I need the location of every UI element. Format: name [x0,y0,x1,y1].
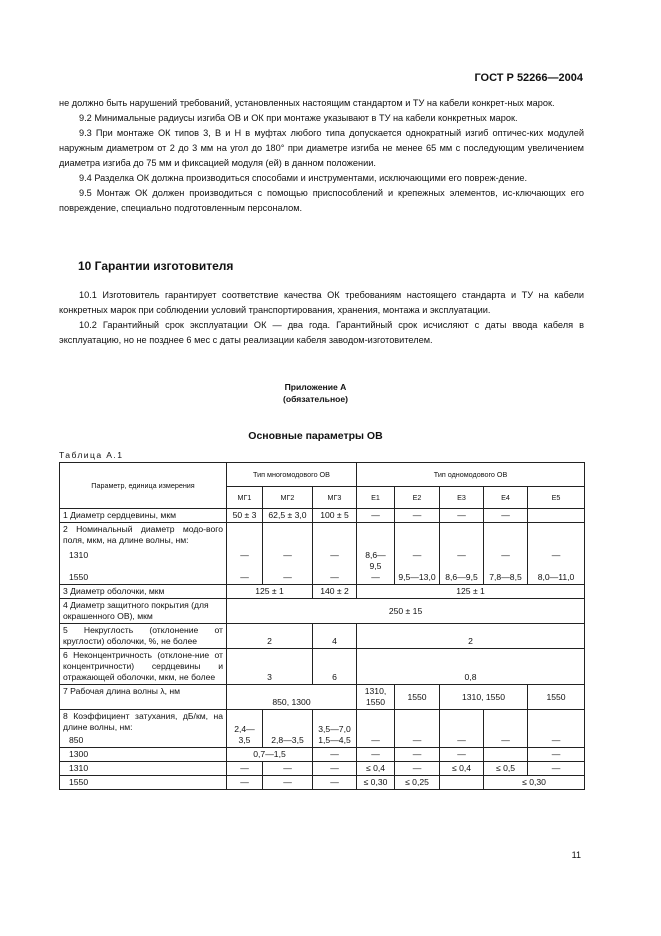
col-header: Е4 [484,487,528,509]
value: 8,6—9,5 [365,550,386,571]
value: — [412,550,422,560]
appendix-label: Приложение А [284,382,347,392]
table-cell: — [395,762,440,776]
table-cell: — [357,748,395,762]
table-cell: — [357,710,395,748]
value: — [551,550,561,560]
row-label-text: 2 Номинальный диаметр модо-вого поля, мкм, на длине волны, нм: [63,524,223,545]
table-cell: 62,5 ± 3,0 [263,509,313,523]
table-cell: 1310, 1550 [357,685,395,710]
table-cell: 850, 1300 [227,685,357,710]
body-text [59,96,584,216]
table-cell [484,523,528,585]
row-label: 3 Диаметр оболочки, мкм [60,585,227,599]
paragraph: 9.5 Монтаж ОК должен производиться с помощью приспособлений и крепежных элементов, ис-ключающих его повреждение, специально подготовленным персоналом. [59,188,584,213]
table-cell: 6 [313,649,357,685]
col-header: Е3 [440,487,484,509]
table-cell: — [227,762,263,776]
table-cell: 2 [227,624,313,649]
value: 8,0—11,0 [537,572,575,582]
col-header: Е5 [528,487,585,509]
value: — [371,572,380,582]
table-cell: — [263,776,313,790]
table-cell: 2,4—3,5 [227,710,263,748]
sub-label: 1310 [69,550,89,560]
paragraph: 10.1 Изготовитель гарантирует соответствие качества ОК требованиям настоящего стандарта и ТУ на кабели конкретных марок при соблюдении условий транспортирования, хранения, монтажа и эксплуатации. [59,290,584,315]
value: — [457,550,466,560]
table-cell: ≤ 0,4 [440,762,484,776]
header-multimode: Тип многомодового ОВ [227,463,357,487]
table-caption: Таблица А.1 [59,450,124,460]
row-label [60,523,227,585]
table-cell: — [528,762,585,776]
table-cell: — [263,762,313,776]
paragraph: 9.4 Разделка ОК должна производиться способами и инструментами, исключающими его повреж-дение. [79,173,527,183]
table-cell [440,776,484,790]
col-header: Е1 [357,487,395,509]
table-cell: ≤ 0,25 [395,776,440,790]
value: 8,6—9,5 [445,572,478,582]
table-cell: — [395,710,440,748]
section-title: 10 Гарантии изготовителя [78,259,234,273]
table-cell: — [395,748,440,762]
table-cell [357,523,395,585]
col-header: Е2 [395,487,440,509]
row-label: 7 Рабочая длина волны λ, нм [60,685,227,710]
sub-label: 1550 [69,572,89,582]
header-singlemode: Тип одномодового ОВ [357,463,585,487]
table-cell: — [395,509,440,523]
sub-label: 850 [69,735,84,745]
standard-header: ГОСТ Р 52266—2004 [474,72,583,84]
table-cell [528,509,585,523]
table-cell: — [227,776,263,790]
table-cell: 1310, 1550 [440,685,528,710]
appendix-title: Основные параметры ОВ [248,430,383,442]
table-cell: — [484,710,528,748]
value: 7,8—8,5 [489,572,522,582]
table-cell: — [440,710,484,748]
section-text [59,288,584,348]
table-cell: ≤ 0,30 [484,776,585,790]
table-cell: ≤ 0,30 [357,776,395,790]
table-cell: — [440,509,484,523]
value: — [283,550,292,560]
col-header: МГ2 [263,487,313,509]
table-cell: 100 ± 5 [313,509,357,523]
table-cell: 1550 [528,685,585,710]
value: — [330,572,339,582]
table-cell: — [313,748,357,762]
table-cell [263,523,313,585]
table-cell: 125 ± 1 [227,585,313,599]
row-label [60,710,227,748]
table-cell [227,523,263,585]
table-cell: — [528,748,585,762]
table-cell: 250 ± 15 [227,599,585,624]
table-cell: ≤ 0,5 [484,762,528,776]
table-cell: 50 ± 3 [227,509,263,523]
header-param: Параметр, единица измерения [60,463,227,509]
sub-label: 1310 [60,762,227,776]
col-header: МГ3 [313,487,357,509]
table-cell: 0,8 [357,649,585,685]
value: 9,5—13,0 [398,572,436,582]
table-cell: — [357,509,395,523]
page-number: 11 [571,850,581,860]
paragraph: 10.2 Гарантийный срок эксплуатации ОК — два года. Гарантийный срок исчисляют с даты ввода кабеля в эксплуатацию, но не позднее 6 мес с даты реализации кабеля заводом-изготовителем. [59,320,584,345]
table-cell: 140 ± 2 [313,585,357,599]
table-cell: 3,5—7,0 1,5—4,5 [313,710,357,748]
paragraph: не должно быть нарушений требований, установленных настоящим стандартом и ТУ на кабели конкрет-ных марок. [59,98,555,108]
table-cell: ≤ 0,4 [357,762,395,776]
row-label: 1 Диаметр сердцевины, мкм [60,509,227,523]
value: — [501,550,510,560]
table-cell: — [440,748,484,762]
table-cell [313,523,357,585]
row-label: 6 Неконцентричность (отклоне-ние от концентричности) сердцевины и отражающей оболочки, мкм, не более [60,649,227,685]
paragraph: 9.3 При монтаже ОК типов 3, В и Н в муфтах любого типа допускается однократный изгиб оптичес-ких модулей наружным диаметром от 2 до 3 мм на угол до 180° при диаметре изгиба не менее 65 мм с последующим увеличением диаметра изгиба до 75 мм и фиксацией модуля (ей) в данном положении. [59,128,584,168]
table-cell: 2,8—3,5 [263,710,313,748]
table-cell: — [484,509,528,523]
table-cell [395,523,440,585]
parameters-table [59,462,585,790]
table-cell: — [313,776,357,790]
table-cell: 2 [357,624,585,649]
value: — [240,572,249,582]
table-cell: 0,7—1,5 [227,748,313,762]
value: — [240,550,249,560]
appendix-type: (обязательное) [282,394,349,404]
table-cell: 4 [313,624,357,649]
table-cell: — [528,710,585,748]
table-cell: — [313,762,357,776]
table-cell [484,748,528,762]
table-cell [440,523,484,585]
row-label: 5 Некруглость (отклонение от круглости) оболочки, %, не более [60,624,227,649]
table-cell: 3 [227,649,313,685]
value: — [283,572,292,582]
table-cell: 1550 [395,685,440,710]
sub-label: 1550 [60,776,227,790]
table-cell: 125 ± 1 [357,585,585,599]
paragraph: 9.2 Минимальные радиусы изгиба ОВ и ОК при монтаже указывают в ТУ на кабели конкретных марок. [79,113,518,123]
appendix-heading [0,381,631,405]
table-cell [528,523,585,585]
col-header: МГ1 [227,487,263,509]
sub-label: 1300 [60,748,227,762]
value: — [330,550,339,560]
row-label-text: 8 Коэффициент затухания, дБ/км, на длине волны, нм: [63,711,223,732]
row-label: 4 Диаметр защитного покрытия (для окрашенного ОВ), мкм [60,599,227,624]
